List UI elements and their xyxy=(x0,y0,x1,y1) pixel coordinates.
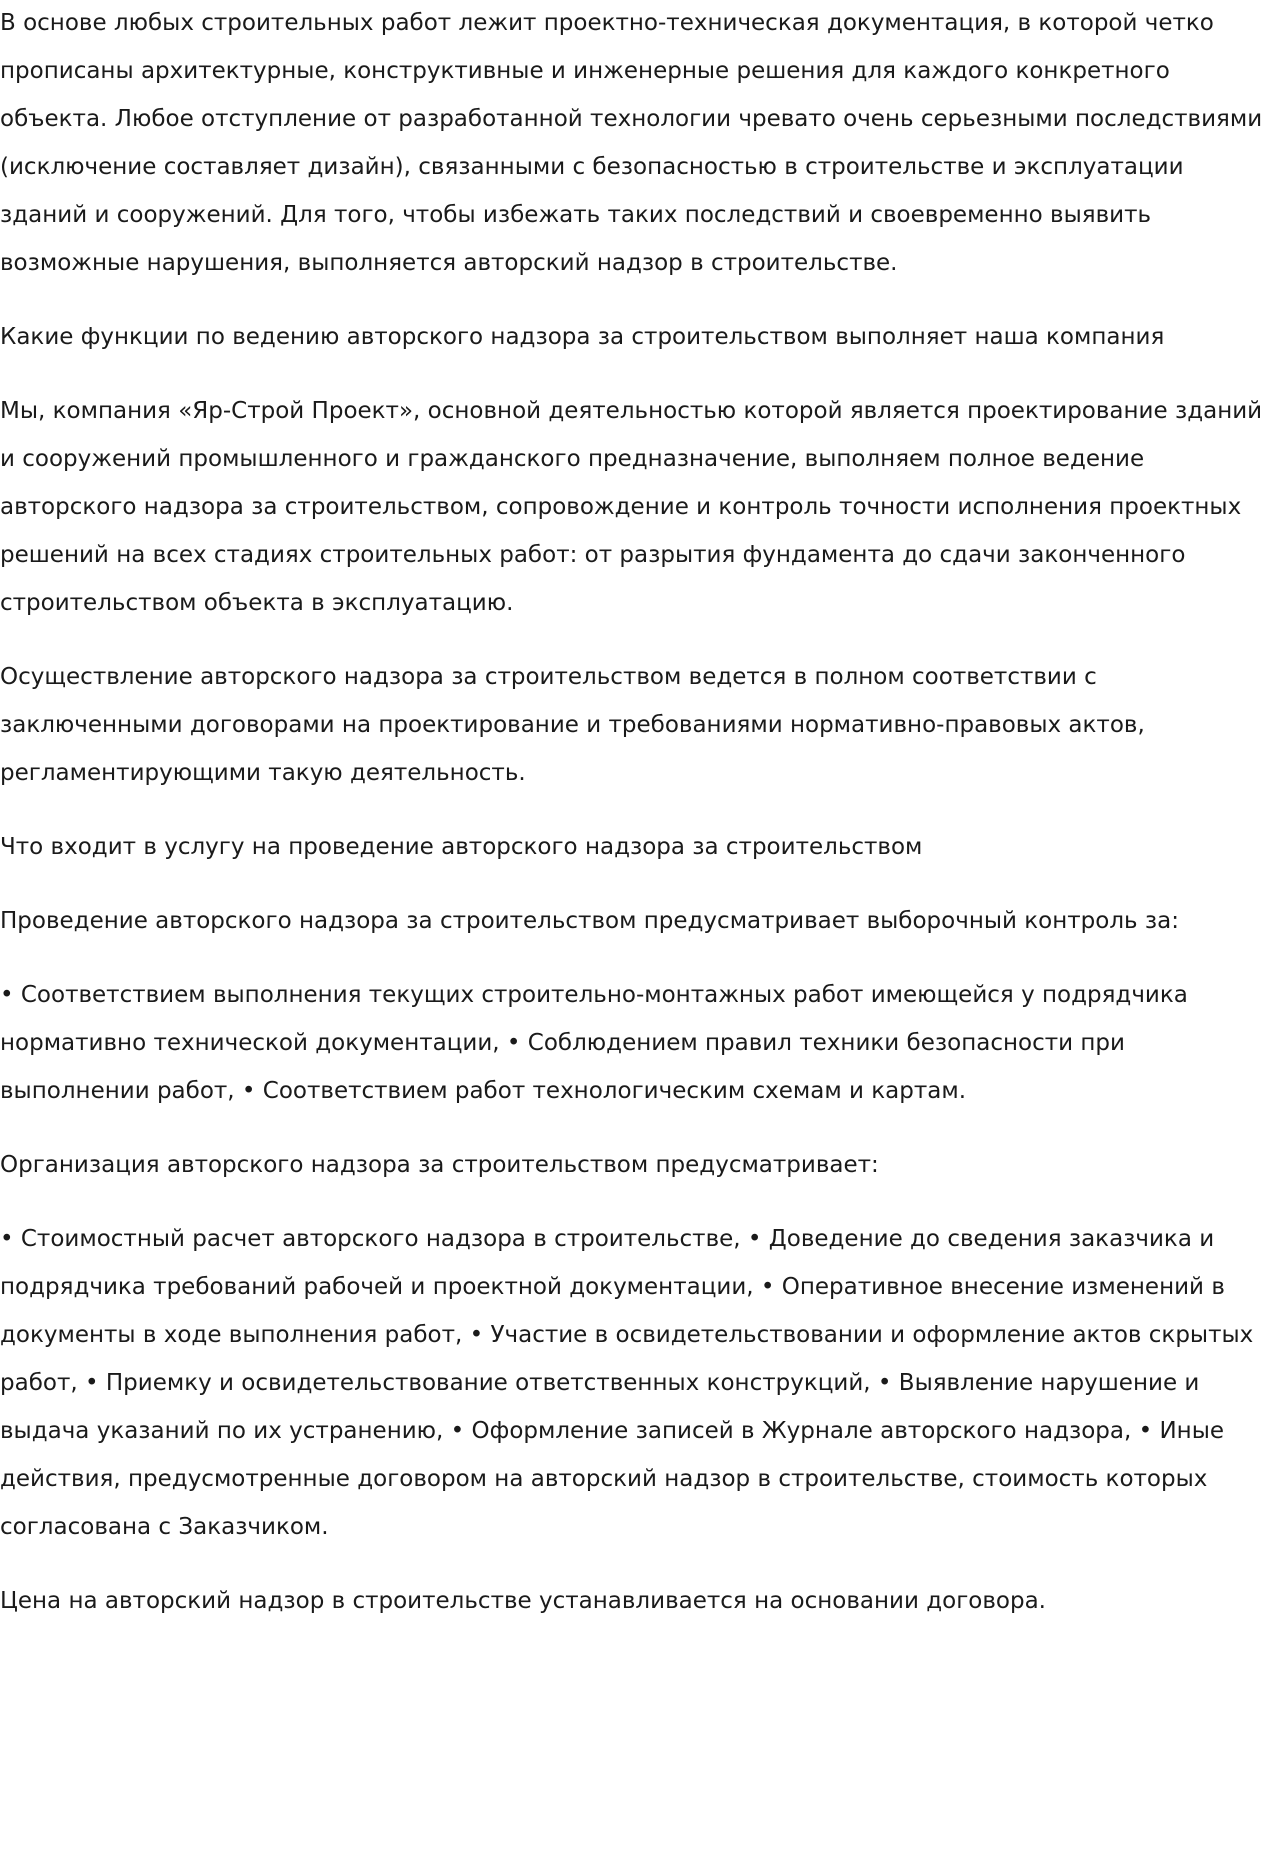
paragraph-price: Цена на авторский надзор в строительстве устанавливается на основании договора. xyxy=(0,1588,1046,1614)
paragraph-functions-heading: Какие функции по ведению авторского надзора за строительством выполняет наша компания xyxy=(0,324,1165,350)
paragraph-control-list: • Соответствием выполнения текущих строительно-монтажных работ имеющейся у подрядчика нормативно технической документации, • Соблюдением правил техники безопасности при выполнении работ, • Соответствием работ технологическим схемам и картам. xyxy=(0,982,1188,1104)
paragraph-control-intro: Проведение авторского надзора за строительством предусматривает выборочный контроль за: xyxy=(0,908,1179,934)
paragraph-intro: В основе любых строительных работ лежит проектно-техническая документация, в которой четко прописаны архитектурные, конструктивные и инженерные решения для каждого конкретного объекта. Любое отступление от разработанной технологии чревато очень серьезными последствиями (исключение составляет дизайн), связанными с безопасностью в строительстве и эксплуатации зданий и сооружений. Для того, чтобы избежать таких последствий и своевременно выявить возможные нарушения, выполняется авторский надзор в строительстве. xyxy=(0,10,1263,276)
paragraph-organization-intro: Организация авторского надзора за строительством предусматривает: xyxy=(0,1152,879,1178)
paragraph-organization-list: • Стоимостный расчет авторского надзора в строительстве, • Доведение до сведения заказчика и подрядчика требований рабочей и проектной документации, • Оперативное внесение изменений в документы в ходе выполнения работ, • Участие в освидетельствовании и оформление актов скрытых работ, • Приемку и освидетельствование ответственных конструкций, • Выявление нарушение и выдача указаний по их устранению, • Оформление записей в Журнале авторского надзора, • Иные действия, предусмотренные договором на авторский надзор в строительстве, стоимость которых согласована с Заказчиком. xyxy=(0,1226,1254,1540)
paragraph-compliance: Осуществление авторского надзора за строительством ведется в полном соответствии с заключенными договорами на проектирование и требованиями нормативно-правовых актов, регламентирующими такую деятельность. xyxy=(0,664,1145,786)
paragraph-company: Мы, компания «Яр-Строй Проект», основной деятельностью которой является проектирование зданий и сооружений промышленного и гражданского предназначение, выполняем полное ведение авторского надзора за строительством, сопровождение и контроль точности исполнения проектных решений на всех стадиях строительных работ: от разрытия фундамента до сдачи законченного строительством объекта в эксплуатацию. xyxy=(0,398,1263,616)
paragraph-service-heading: Что входит в услугу на проведение авторского надзора за строительством xyxy=(0,834,923,860)
